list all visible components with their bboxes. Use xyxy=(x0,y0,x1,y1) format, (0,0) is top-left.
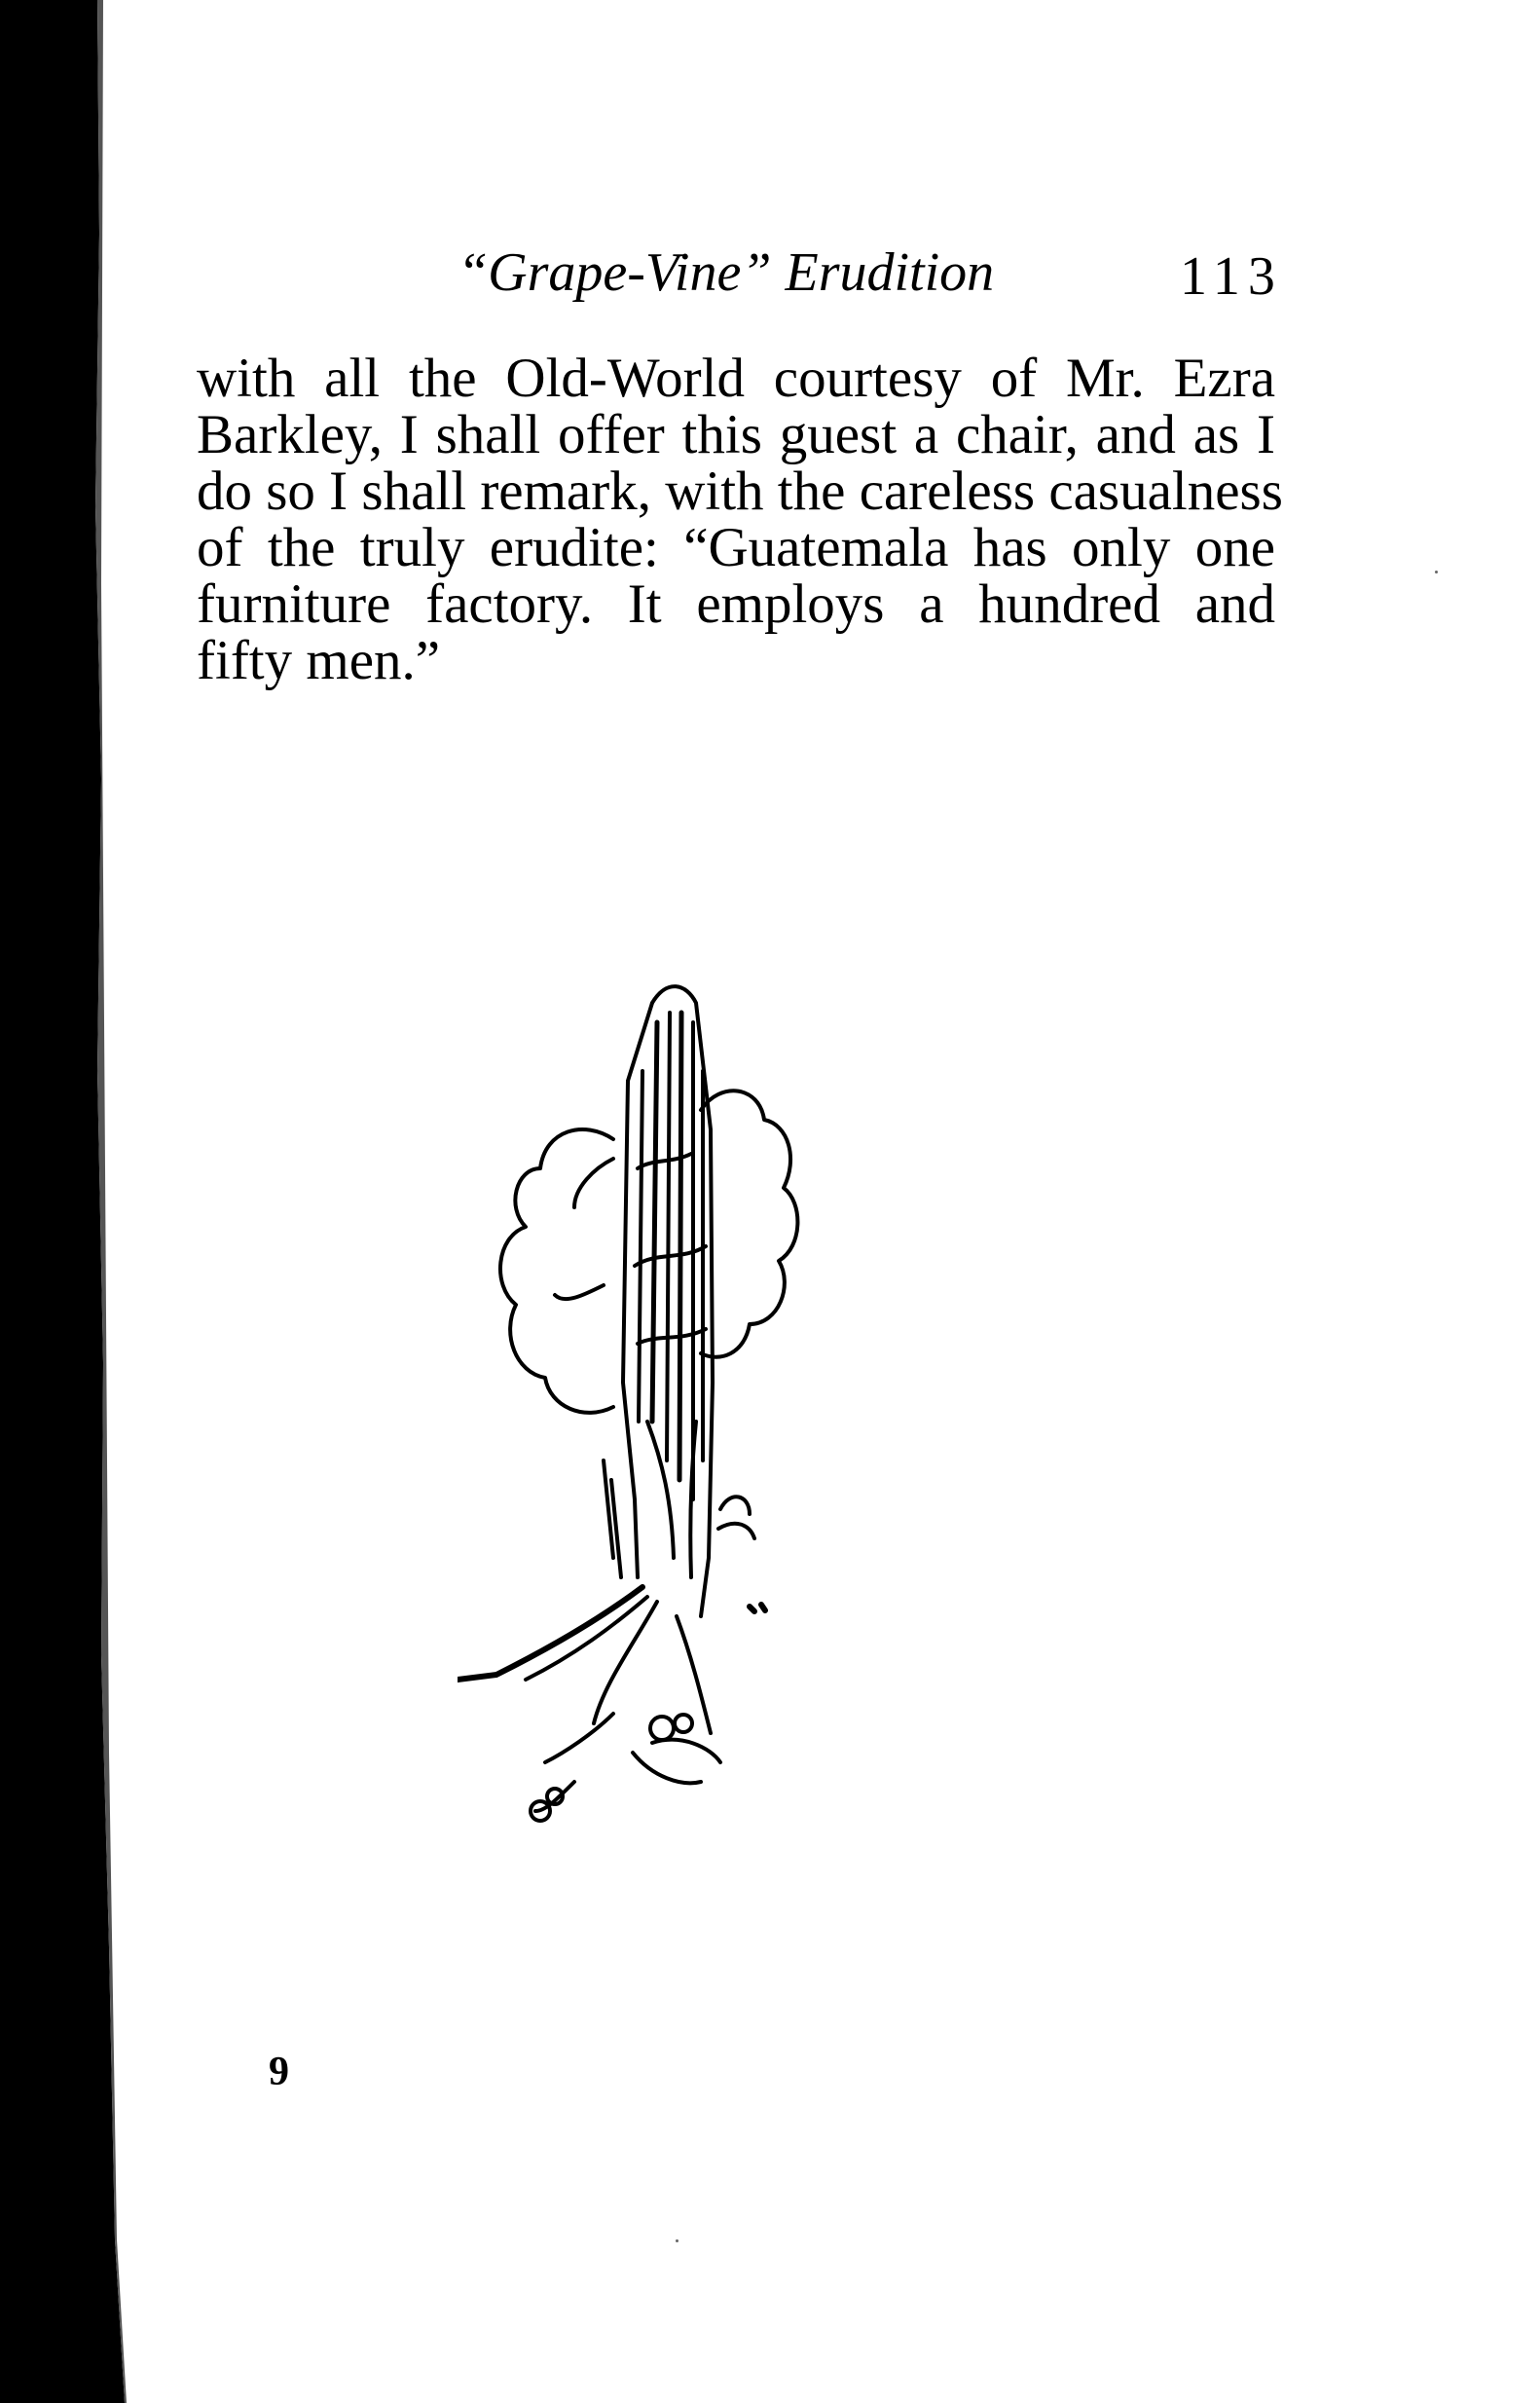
page-number: 113 xyxy=(1180,246,1283,307)
running-title: “Grape-Vine” Erudition xyxy=(458,242,995,303)
scanned-binding-edge xyxy=(0,0,156,2403)
text-line: with all the Old-World courtesy of Mr. Ezra xyxy=(197,348,1275,409)
text-line: fifty men.” xyxy=(197,630,441,691)
text-line: furniture factory. It employs a hundred and xyxy=(197,573,1275,635)
signature-mark: 9 xyxy=(269,2050,289,2094)
body-paragraph xyxy=(197,348,1283,691)
text-line: Barkley, I shall offer this guest a chair, and as I xyxy=(197,404,1275,465)
running-header xyxy=(0,241,1540,319)
scan-speck xyxy=(1435,571,1438,573)
text-line: do so I shall remark, with the careless casualness xyxy=(197,461,1283,522)
tree-illustration xyxy=(458,876,866,1850)
text-line: of the truly erudite: “Guatemala has only one xyxy=(197,517,1275,578)
scan-speck xyxy=(676,2239,678,2242)
